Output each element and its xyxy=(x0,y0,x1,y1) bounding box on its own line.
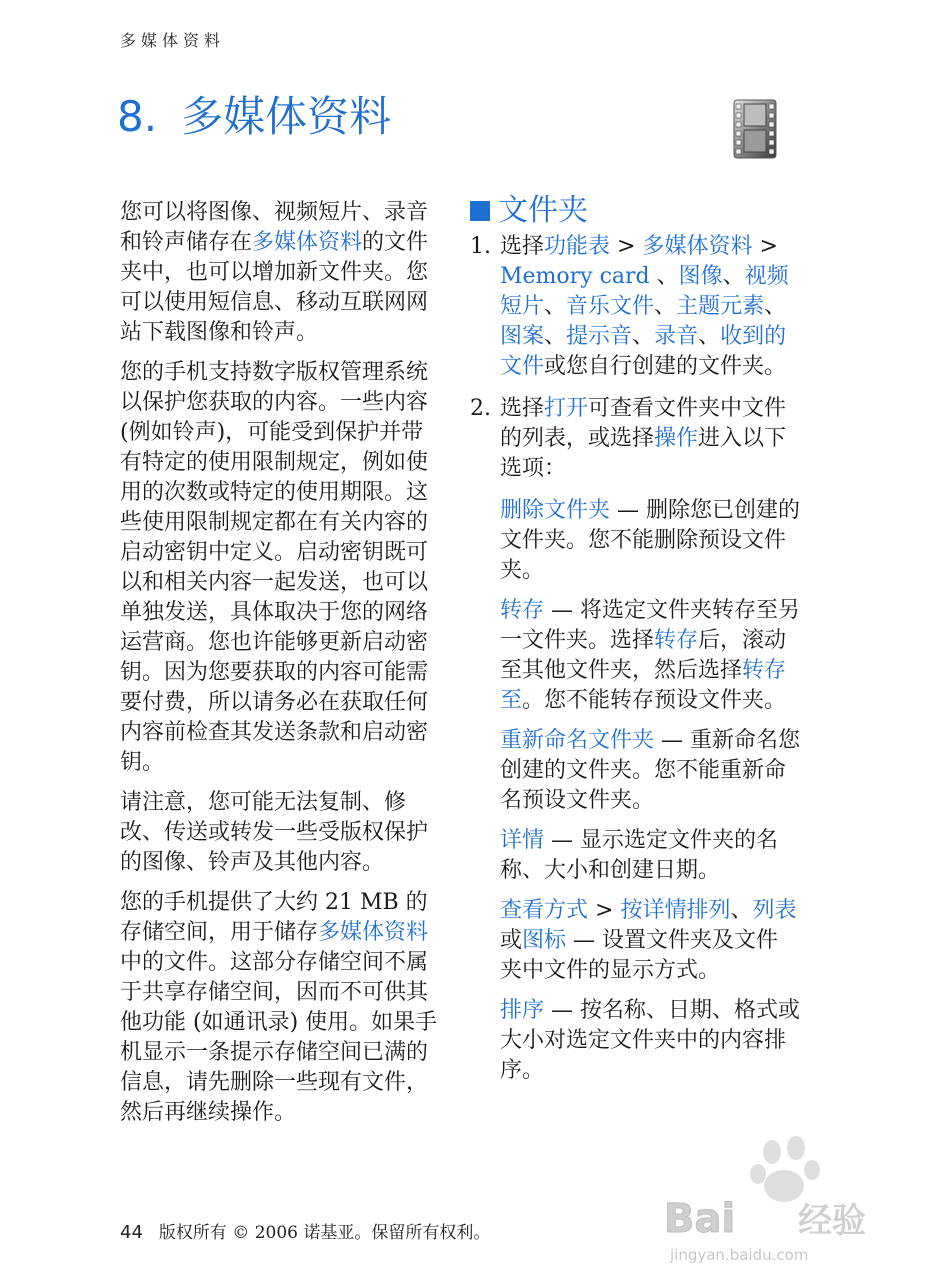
body-text: — 设置文件夹及文件夹中文件的显示方式。 xyxy=(500,928,779,983)
body-text: 、 xyxy=(632,324,655,349)
body-text: 可查看文件夹中文件的列表，或选择 xyxy=(500,396,787,451)
body-text: 、 xyxy=(544,324,567,349)
body-text: — 按名称、日期、格式或大小对选定文件夹中的内容排序。 xyxy=(500,998,801,1083)
chapter-number: 8. xyxy=(117,92,158,141)
body-text: 、 xyxy=(654,294,677,319)
menu-term-link: Memory card xyxy=(500,264,650,289)
body-text: 、 xyxy=(730,898,753,923)
body-text: 、 xyxy=(698,324,721,349)
menu-term-link: 多媒体资料 xyxy=(642,234,753,259)
body-text: > xyxy=(588,898,621,923)
running-header: 多媒体资料 xyxy=(120,31,226,50)
step-text xyxy=(500,232,800,382)
copyright-note-paragraph xyxy=(120,788,442,878)
step-number: 2. xyxy=(470,396,491,421)
option-details xyxy=(500,826,800,886)
menu-term-link: 查看方式 xyxy=(500,898,589,923)
body-text: — 重新命名您创建的文件夹。您不能重新命名预设文件夹。 xyxy=(500,728,801,813)
menu-term-link: 转存 xyxy=(500,598,545,623)
body-text: 后，滚动至其他文件夹，然后选择 xyxy=(500,628,787,683)
menu-term-link: 多媒体资料 xyxy=(318,920,429,945)
body-text: 您的手机支持数字版权管理系统以保护您获取的内容。一些内容 (例如铃声)，可能受到保护并带有特定的使用限制规定，例如使用的次数或特定的使用期限。这些使用限制规定都在有关内容的启动密钥中定义。启动密钥既可以和相关内容一起发送，也可以单独发送，具体取决于您的网络运营商。您也许能够更新启动密钥。因为您要获取的内容可能需要付费，所以请务必在获取任何内容前检查其发送条款和启动密钥。 xyxy=(120,360,429,775)
menu-term-link: 视频短片 xyxy=(500,264,789,319)
body-text: 的文件夹中，也可以增加新文件夹。您可以使用短信息、移动互联网网站下载图像和铃声。 xyxy=(120,230,429,345)
menu-term-link: 图标 xyxy=(522,928,567,953)
option-rename-folder xyxy=(500,726,800,816)
step-number: 1. xyxy=(470,234,491,259)
menu-term-link: 收到的文件 xyxy=(500,324,787,379)
menu-term-link: 转存至 xyxy=(500,658,787,713)
step-text xyxy=(500,394,800,484)
body-text: — 将选定文件夹转存至另一文件夹。选择 xyxy=(500,598,801,653)
body-text: 、 xyxy=(544,294,567,319)
step-1 xyxy=(470,232,800,382)
body-text: 或您自行创建的文件夹。 xyxy=(544,354,787,379)
option-sort xyxy=(500,996,800,1086)
copyright-text: 版权所有 © 2006 诺基亚。保留所有权利。 xyxy=(158,1223,491,1243)
body-text: 选择 xyxy=(500,234,545,259)
right-column xyxy=(470,193,801,1096)
options-list xyxy=(500,496,800,1086)
step-2 xyxy=(470,394,800,484)
body-text: > xyxy=(752,234,778,259)
menu-term-link: 删除文件夹 xyxy=(500,498,611,523)
menu-term-link: 多媒体资料 xyxy=(252,230,363,255)
left-column xyxy=(120,198,442,1138)
menu-term-link: 按详情排列 xyxy=(620,898,731,923)
menu-term-link: 录音 xyxy=(654,324,699,349)
option-view-mode xyxy=(500,896,800,986)
page-footer xyxy=(120,1218,490,1243)
option-delete-folder xyxy=(500,496,800,586)
menu-term-link: 提示音 xyxy=(566,324,633,349)
body-text: 您可以将图像、视频短片、录音和铃声储存在 xyxy=(120,200,429,255)
body-text: 、 xyxy=(764,294,787,319)
menu-term-link: 音乐文件 xyxy=(566,294,655,319)
body-text: 。您不能转存预设文件夹。 xyxy=(522,688,787,713)
body-text: 进入以下选项： xyxy=(500,426,787,481)
film-strip-icon xyxy=(730,98,780,160)
square-bullet-icon xyxy=(470,201,490,221)
body-text: 或 xyxy=(500,928,523,953)
svg-text:jingyan.baidu.com: jingyan.baidu.com xyxy=(670,1246,809,1264)
chapter-title xyxy=(117,84,391,144)
body-text: > xyxy=(610,234,643,259)
menu-term-link: 详情 xyxy=(500,828,545,853)
baidu-jingyan-watermark xyxy=(660,1130,900,1270)
intro-paragraph xyxy=(120,198,442,348)
menu-term-link: 主题元素 xyxy=(676,294,765,319)
menu-term-link: 图像 xyxy=(678,264,723,289)
chapter-title-text: 多媒体资料 xyxy=(181,92,392,141)
menu-term-link: 功能表 xyxy=(544,234,611,259)
svg-text:经验: 经验 xyxy=(798,1201,866,1241)
body-text: 、 xyxy=(722,264,745,289)
page-number: 44 xyxy=(120,1222,143,1243)
menu-term-link: 转存 xyxy=(654,628,699,653)
drm-paragraph xyxy=(120,358,442,778)
storage-paragraph xyxy=(120,888,442,1128)
menu-term-link: 图案 xyxy=(500,324,545,349)
body-text: 请注意，您可能无法复制、修改、传送或转发一些受版权保护的图像、铃声及其他内容。 xyxy=(120,790,429,875)
section-title: 文件夹 xyxy=(498,193,588,228)
body-text: — 显示选定文件夹的名称、大小和创建日期。 xyxy=(500,828,779,883)
menu-term-link: 重新命名文件夹 xyxy=(500,728,655,753)
body-text: 、 xyxy=(649,264,679,289)
body-text: 您的手机提供了大约 21 MB 的存储空间，用于储存 xyxy=(120,890,428,945)
section-heading xyxy=(470,193,800,228)
body-text: 中的文件。这部分存储空间不属于共享存储空间，因而不可供其他功能 (如通讯录) 使用。如果手机显示一条提示存储空间已满的信息，请先删除一些现有文件，然后再继续操作。 xyxy=(120,950,438,1125)
body-text: — 删除您已创建的文件夹。您不能删除预设文件夹。 xyxy=(500,498,801,583)
svg-text:Bai: Bai xyxy=(664,1196,736,1242)
option-move xyxy=(500,596,800,716)
menu-term-link: 操作 xyxy=(654,426,699,451)
menu-term-link: 排序 xyxy=(500,998,545,1023)
body-text: 选择 xyxy=(500,396,545,421)
menu-term-link: 列表 xyxy=(752,898,797,923)
menu-term-link: 打开 xyxy=(544,396,589,421)
